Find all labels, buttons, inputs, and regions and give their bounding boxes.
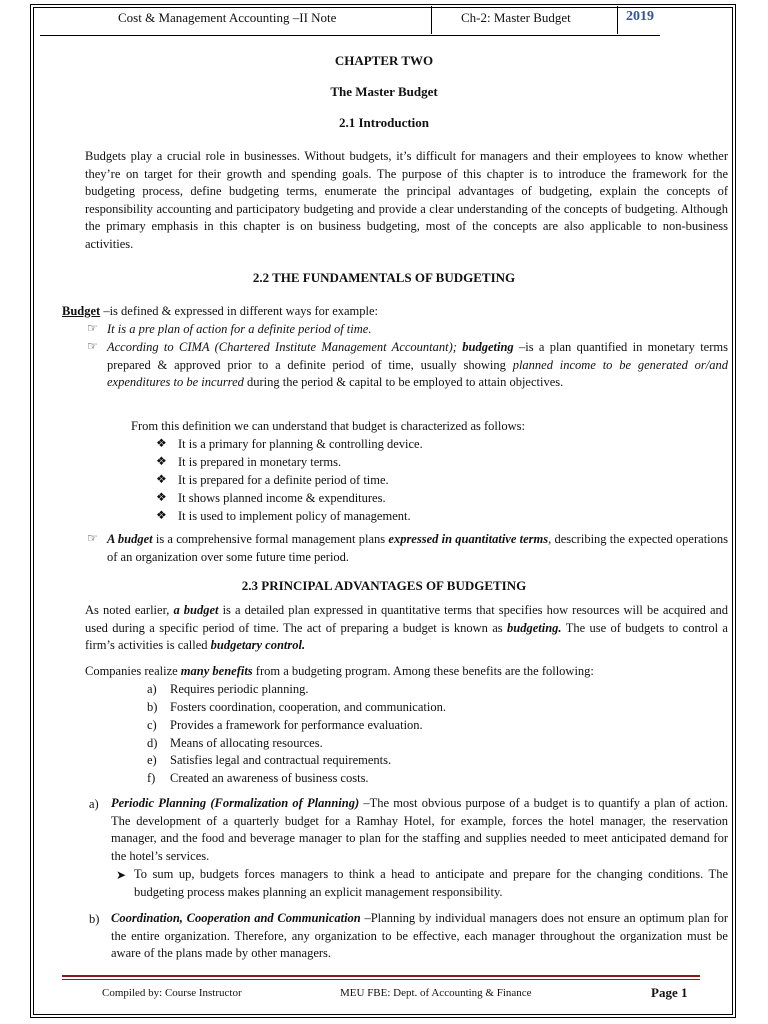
diamond-bullet-icon: ❖ (156, 454, 167, 468)
periodic-planning-text: –The most obvious purpose of a budget is to quantify a plan of action. The development of a quarterly budget for a Ramhay Hotel, for example, forces the hotel manager, the reservation manager, and the food and beverage manager to plan for the staffing and supplies needed to meet anticipated demand for the hotel’s services. (111, 796, 728, 863)
coordination-heading: Coordination, Cooperation and Communication (111, 911, 361, 925)
list-item: It is prepared for a definite period of time. (178, 473, 389, 487)
planned-income-text: planned income to be generated or/and expenditures to be incurred (107, 357, 728, 390)
advantages-paragraph (85, 602, 728, 655)
cima-reference: According to CIMA (Chartered Institute Management Accountant); (107, 340, 463, 354)
list-item: It is prepared in monetary terms. (178, 455, 342, 469)
list-marker: d) (147, 736, 158, 750)
many-benefits-term: many benefits (180, 664, 253, 678)
budget-term: Budget (62, 304, 101, 318)
footer-department: MEU FBE: Dept. of Accounting & Finance (340, 987, 532, 999)
list-marker: f) (147, 771, 156, 785)
hand-pointer-icon: ☞ (87, 339, 98, 353)
header-rule (40, 35, 660, 36)
header-chapter: Ch-2: Master Budget (461, 10, 571, 25)
periodic-planning-paragraph (111, 795, 728, 865)
from-definition-line: From this definition we can understand that budget is characterized as follows: (131, 419, 525, 433)
sum-up-paragraph: To sum up, budgets forces managers to think a head to anticipate and prepare for the changing conditions. The budgeting process makes planning an explicit management responsibility. (134, 867, 728, 899)
hand-pointer-icon: ☞ (87, 321, 98, 335)
list-item: Requires periodic planning. (170, 682, 309, 696)
footer-rule (62, 979, 700, 980)
header-divider (431, 6, 432, 34)
section-heading-2-1: 2.1 Introduction (338, 115, 430, 130)
cima-definition-end: during the period & capital to be employed to attain objectives. (243, 375, 564, 390)
list-item: Fosters coordination, cooperation, and communication. (170, 700, 446, 714)
item-marker-b: b) (89, 912, 100, 926)
a-budget-term: a budget (173, 603, 219, 617)
item-marker-a: a) (89, 797, 99, 811)
cima-definition-text: –is a plan quantified in monetary terms prepared & approved prior to a definite period of time, usually showing (107, 340, 728, 372)
list-marker: b) (147, 700, 158, 714)
budgeting-term: budgeting. (507, 620, 562, 635)
list-item: Means of allocating resources. (170, 736, 323, 750)
section-heading-2-3: 2.3 PRINCIPAL ADVANTAGES OF BUDGETING (241, 578, 527, 593)
def3-text: is a comprehensive formal management plans (152, 532, 389, 546)
hand-pointer-icon: ☞ (87, 531, 98, 545)
coordination-paragraph (111, 910, 728, 963)
arrow-bullet-icon: ➤ (116, 868, 127, 882)
footer-page-number: Page 1 (651, 985, 688, 1000)
diamond-bullet-icon: ❖ (156, 436, 167, 450)
budget-definition-2 (107, 339, 728, 392)
chapter-subject: The Master Budget (330, 84, 438, 99)
budget-definition-3 (107, 531, 728, 566)
list-item: Created an awareness of business costs. (170, 771, 369, 785)
periodic-planning-heading: Periodic Planning (Formalization of Planning) (111, 796, 360, 810)
list-marker: a) (147, 682, 157, 696)
list-item: It is used to implement policy of management. (178, 509, 411, 523)
diamond-bullet-icon: ❖ (156, 472, 167, 486)
budget-intro-text: –is defined & expressed in different ways for example: (100, 304, 379, 318)
list-item: Satisfies legal and contractual requirements. (170, 753, 392, 767)
header-divider (617, 6, 618, 34)
footer-rule (62, 975, 700, 977)
list-item: It is a primary for planning & controlling device. (178, 437, 423, 451)
a-budget-term: A budget (107, 532, 153, 546)
diamond-bullet-icon: ❖ (156, 490, 167, 504)
benefits-intro (85, 663, 594, 680)
diamond-bullet-icon: ❖ (156, 508, 167, 522)
header-year: 2019 (626, 9, 654, 24)
def3-end: , describing the expected operations of an organization over some future time period. (107, 532, 729, 564)
header-course: Cost & Management Accounting –II Note (118, 10, 337, 25)
quantitative-terms: expressed in quantitative terms (388, 532, 549, 546)
budget-definition-1: It is a pre plan of action for a definite period of time. (107, 322, 372, 336)
intro-paragraph: Budgets play a crucial role in businesses. Without budgets, it’s difficult for managers and their employees to know whether they’re on target for their growth and spending goals. The purpose of this chapter is to introduce the framework for the budgeting process, define budgeting terms, enumerate the principal advantages of budgeting, explain the concepts of responsibility accounting and participatory budgeting and provide a clear understanding of the concepts of budgeting. Although the primary emphasis in this chapter is on business budgeting, most of the concepts are also applicable to non-business activities. (85, 149, 728, 251)
adv-text: is a detailed plan expressed in quantitative terms that specifies how resources will be acquired and used during a specific period of time. The act of preparing a budget is known as (85, 603, 729, 635)
list-item: Provides a framework for performance evaluation. (170, 718, 423, 732)
coordination-text: –Planning by individual managers does not ensure an optimum plan for the entire organization. Therefore, any organization to be effective, each manager throughout the organization must be aware of the plans made by other managers. (111, 911, 728, 961)
benefits-text: Companies realize (85, 664, 181, 678)
adv-text: As noted earlier, (85, 603, 174, 617)
section-heading-2-2: 2.2 THE FUNDAMENTALS OF BUDGETING (252, 270, 516, 285)
list-marker: c) (147, 718, 157, 732)
benefits-text: from a budgeting program. Among these benefits are the following: (252, 664, 594, 678)
budgeting-term: budgeting (462, 340, 514, 354)
list-marker: e) (147, 753, 157, 767)
adv-text: The use of budgets to control a firm’s activities is called (85, 620, 728, 653)
chapter-title: CHAPTER TWO (334, 53, 434, 68)
budgetary-control-term: budgetary control. (210, 638, 306, 653)
footer-compiler: Compiled by: Course Instructor (102, 987, 242, 999)
budget-intro-line (62, 303, 378, 320)
list-item: It shows planned income & expenditures. (178, 491, 386, 505)
